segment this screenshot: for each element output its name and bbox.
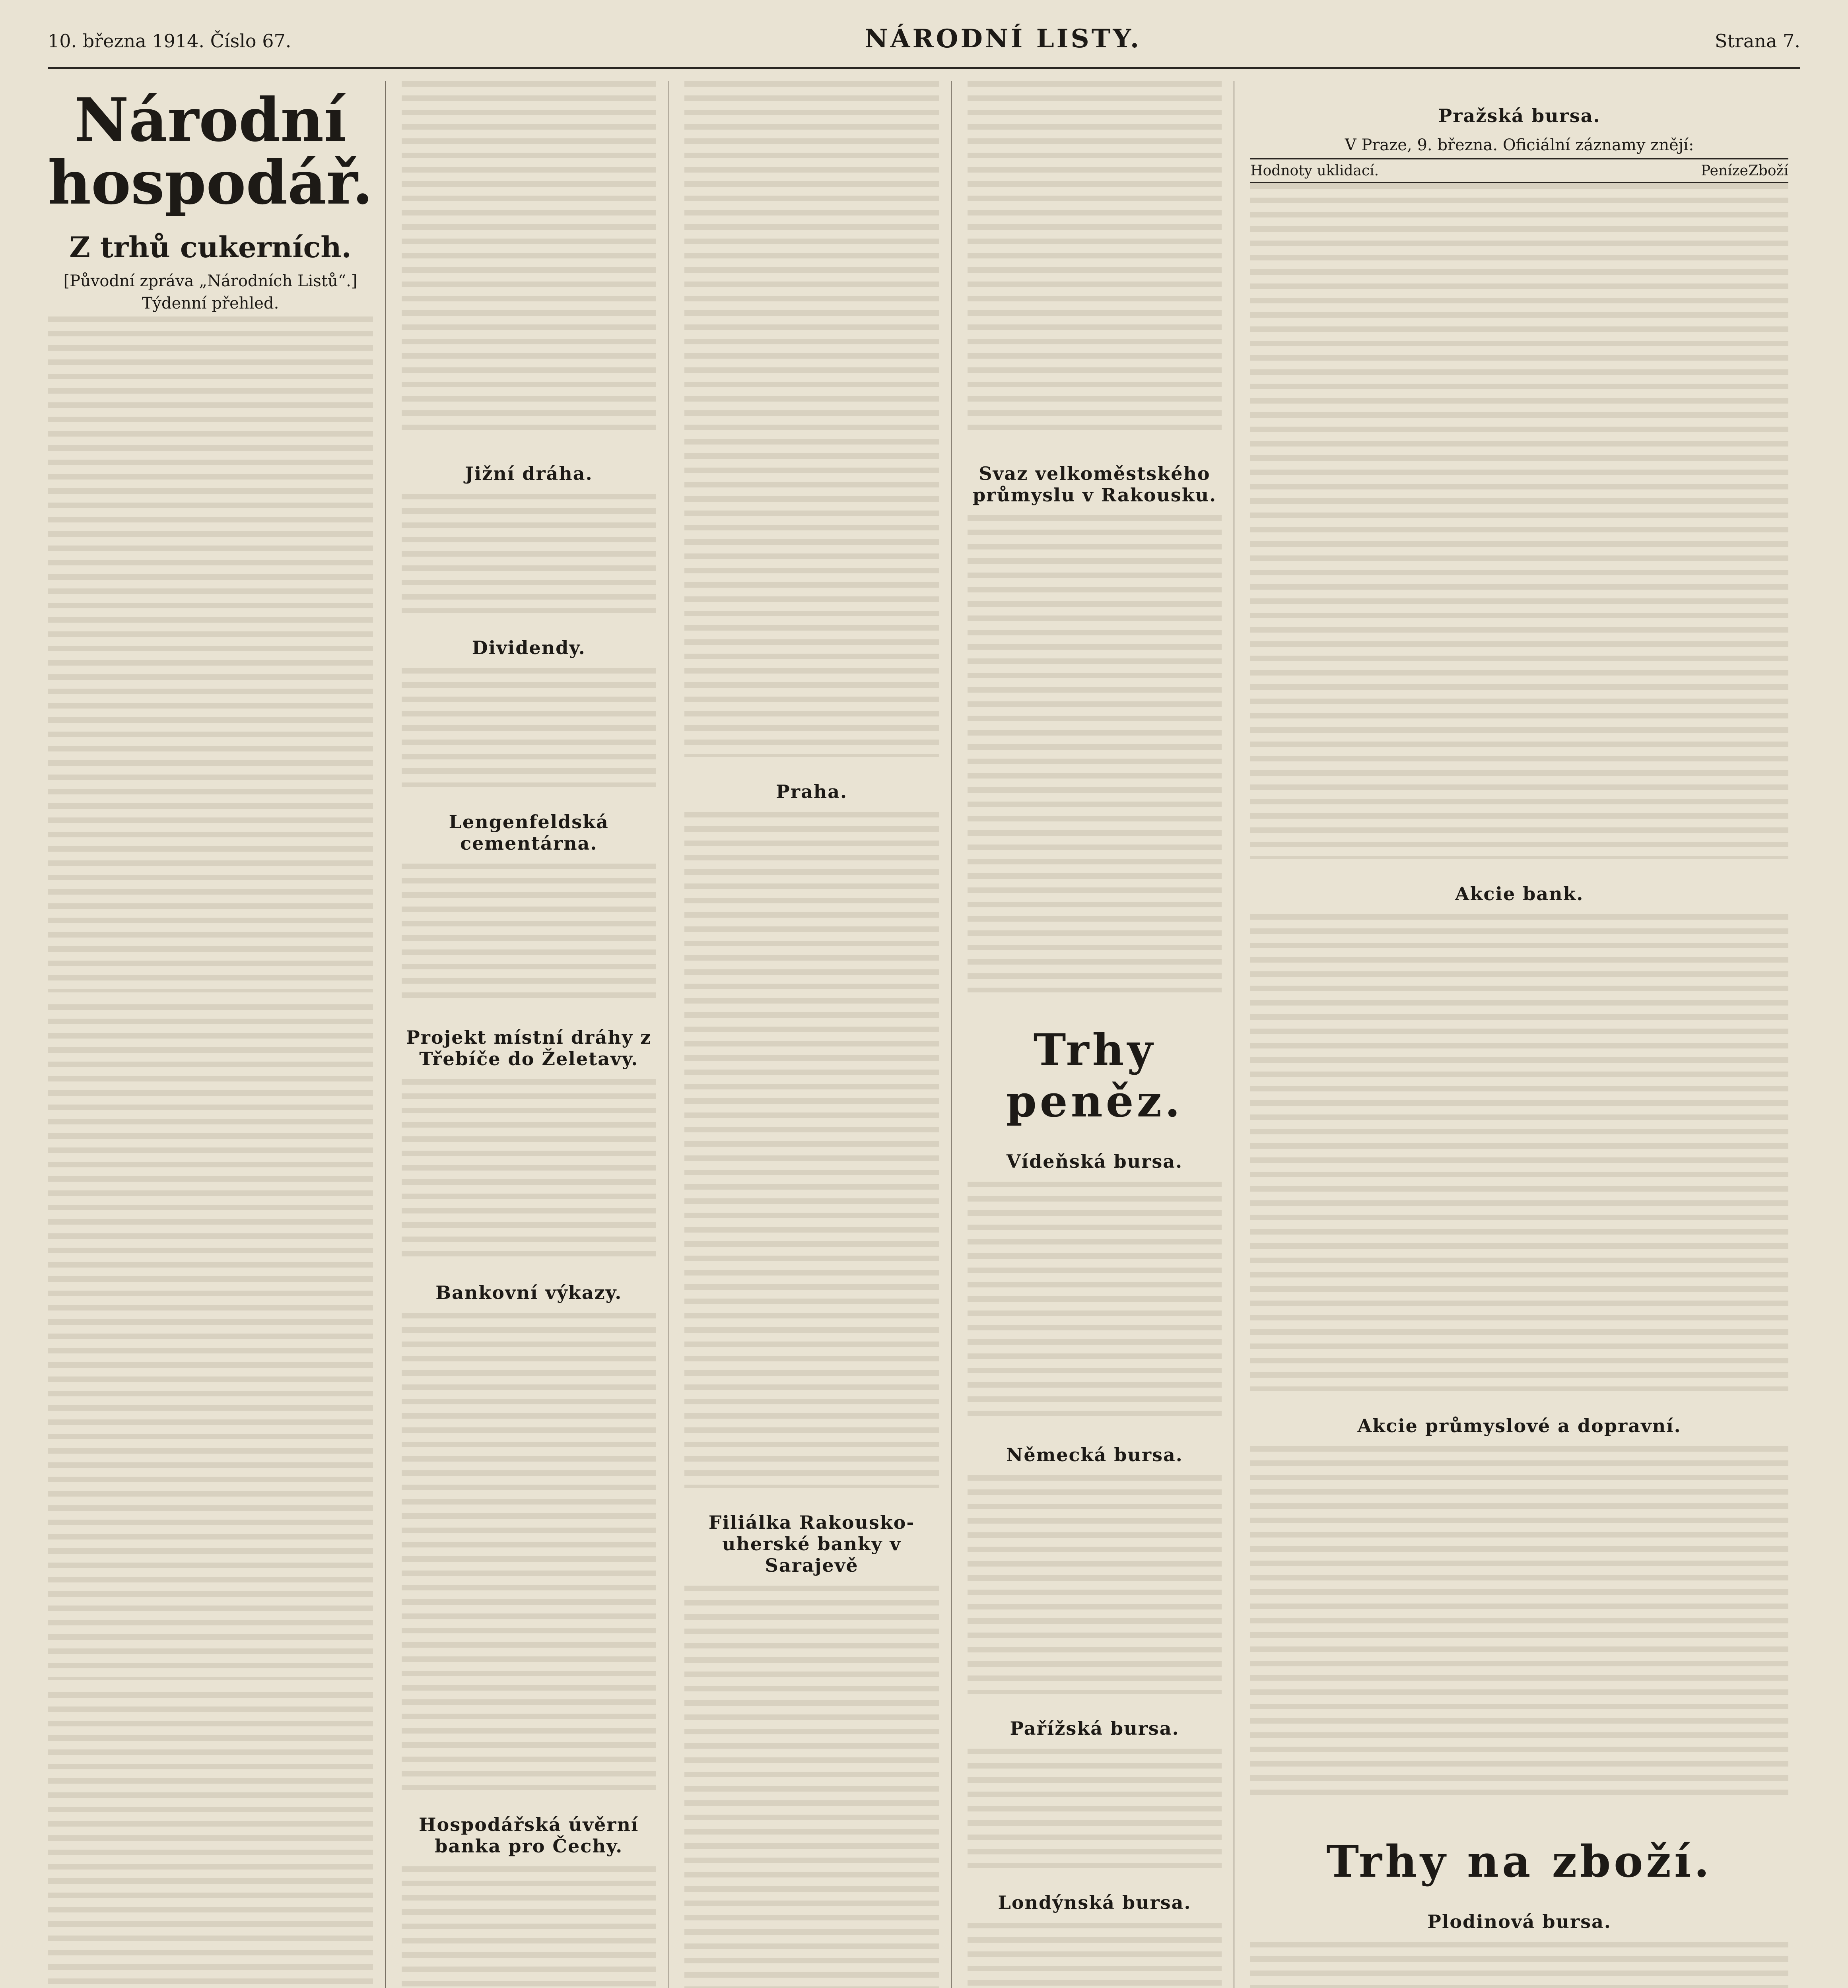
heading: Plodinová bursa. bbox=[1427, 1911, 1611, 1932]
article-body bbox=[684, 81, 939, 757]
article-source: [Původní zpráva „Národních Listů“.] bbox=[63, 272, 358, 290]
heading: Svaz velkoměstského průmyslu v Rakousku. bbox=[972, 463, 1217, 506]
issue-date: 10. března 1914. Číslo 67. bbox=[48, 30, 291, 52]
article-body bbox=[402, 1866, 656, 1988]
heading: Projekt místní dráhy z Třebíče do Želetavy. bbox=[406, 1027, 652, 1070]
article-body bbox=[402, 668, 656, 787]
article-body bbox=[402, 1079, 656, 1258]
article-body bbox=[968, 1749, 1222, 1868]
article-body bbox=[968, 515, 1222, 992]
heading: Filiálka Rakousko-uherské banky v Sarajevě bbox=[708, 1512, 915, 1576]
article-body bbox=[968, 1923, 1222, 1988]
column-3 bbox=[684, 81, 951, 1988]
newspaper-page bbox=[48, 24, 1800, 1988]
columns bbox=[48, 81, 1800, 1988]
bourse-note: V Praze, 9. března. Oficiální záznamy znějí: bbox=[1345, 136, 1694, 154]
article-body bbox=[402, 864, 656, 1003]
article-body bbox=[684, 1586, 939, 1988]
article-body bbox=[968, 81, 1222, 439]
table-header-ask: Zboží bbox=[1748, 163, 1788, 179]
heading: Lengenfeldská cementárna. bbox=[449, 811, 609, 854]
bourse-table-header bbox=[1250, 158, 1788, 183]
table-header-title: Hodnoty uklidací. bbox=[1250, 163, 1379, 179]
heading: Akcie bank. bbox=[1455, 883, 1584, 905]
article-body bbox=[48, 316, 373, 992]
heading: Praha. bbox=[776, 781, 848, 802]
heading: Hospodářská úvěrní banka pro Čechy. bbox=[419, 1814, 639, 1857]
column-4 bbox=[968, 81, 1234, 1988]
article-headline: Z trhů cukerních. bbox=[69, 230, 352, 264]
column-2 bbox=[402, 81, 668, 1988]
column-5 bbox=[1250, 81, 1800, 1988]
article-subhead: Týdenní přehled. bbox=[142, 294, 279, 313]
article-body bbox=[968, 1182, 1222, 1420]
heading: Vídeňská bursa. bbox=[1006, 1151, 1183, 1172]
column-1 bbox=[48, 81, 386, 1988]
section-title: Národní hospodář. bbox=[48, 85, 373, 218]
article-body bbox=[402, 81, 656, 439]
heading: Londýnská bursa. bbox=[998, 1892, 1191, 1913]
article-body bbox=[402, 494, 656, 613]
heading: Bankovní výkazy. bbox=[435, 1282, 622, 1303]
page-number: Strana 7. bbox=[1715, 30, 1800, 52]
bourse-table-rows bbox=[1250, 1446, 1788, 1804]
article-body bbox=[968, 1475, 1222, 1694]
section-heading: Trhy na zboží. bbox=[1326, 1836, 1713, 1887]
article-body bbox=[48, 1692, 373, 1988]
table-header-bid: Peníze bbox=[1701, 163, 1748, 179]
article-body bbox=[402, 1313, 656, 1790]
article-body bbox=[1250, 1942, 1788, 1988]
newspaper-title: NÁRODNÍ LISTY. bbox=[865, 24, 1142, 54]
bourse-table-rows bbox=[1250, 914, 1788, 1391]
masthead bbox=[48, 24, 1800, 69]
heading: Akcie průmyslové a dopravní. bbox=[1357, 1415, 1681, 1437]
heading: Německá bursa. bbox=[1006, 1444, 1183, 1466]
article-body bbox=[684, 812, 939, 1488]
heading: Pražská bursa. bbox=[1438, 105, 1601, 126]
heading: Pařížská bursa. bbox=[1010, 1718, 1180, 1739]
section-heading: Trhy peněz. bbox=[1006, 1024, 1183, 1127]
article-body bbox=[48, 1004, 373, 1680]
bourse-table-rows bbox=[1250, 183, 1788, 859]
heading: Jižní dráha. bbox=[464, 463, 593, 484]
heading: Dividendy. bbox=[472, 637, 586, 658]
